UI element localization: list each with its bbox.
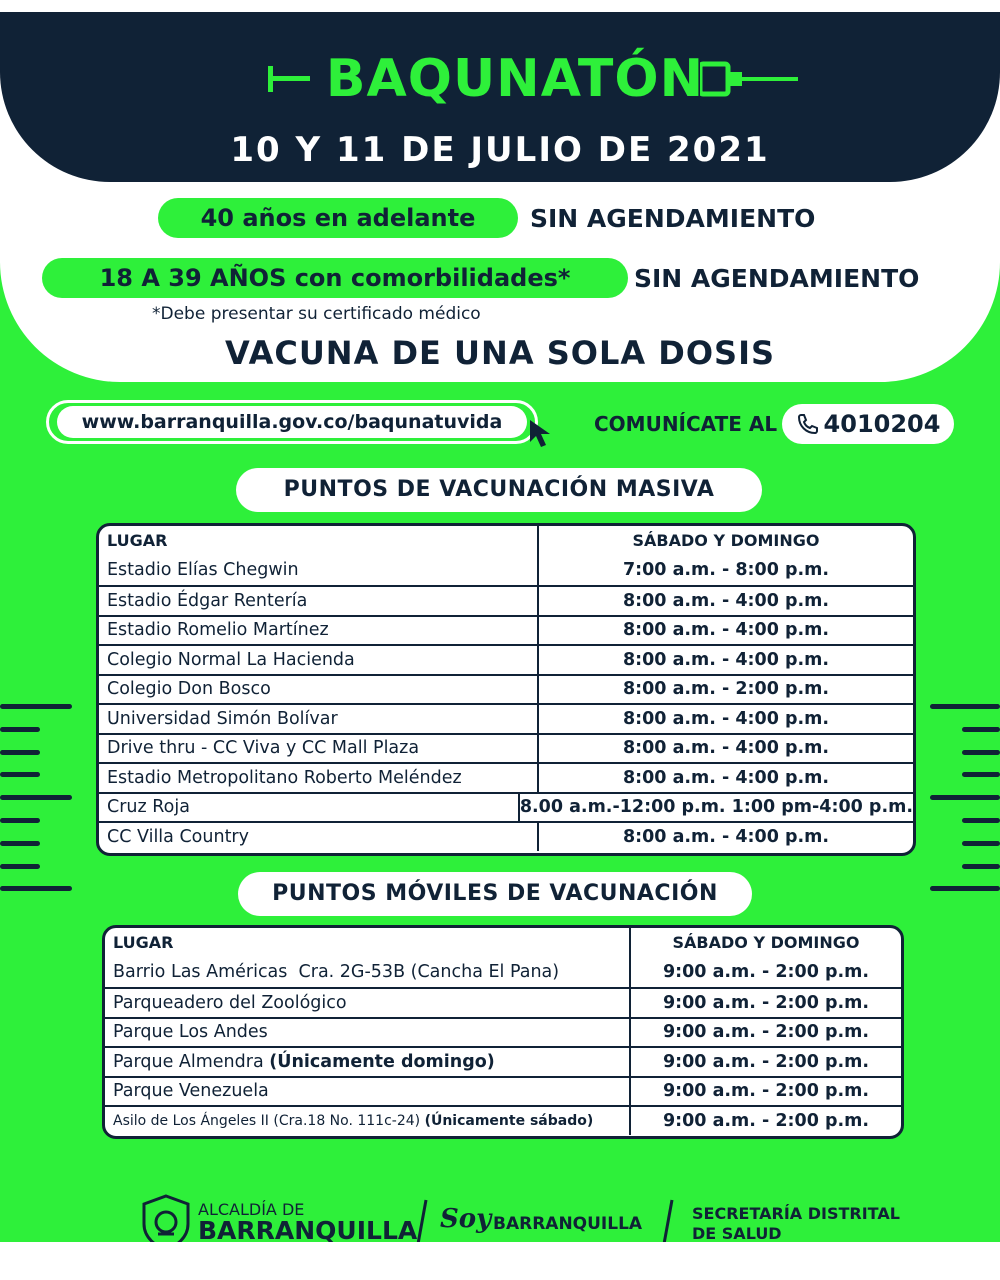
table-row: [105, 1046, 901, 1076]
contact-label: COMUNÍCATE AL: [594, 412, 778, 436]
no-scheduling-label-1: SIN AGENDAMIENTO: [530, 203, 816, 233]
place-cell: [99, 794, 520, 822]
place-note: (Únicamente domingo): [269, 1051, 495, 1072]
place-name: Estadio Elías Chegwin: [107, 560, 299, 581]
place-cell: [99, 823, 539, 851]
table-row: [99, 615, 913, 645]
schedule-cell: 9:00 a.m. - 2:00 p.m.: [662, 1110, 870, 1131]
place-cell: [99, 735, 539, 763]
place-name: Colegio Don Bosco: [107, 679, 271, 700]
phone-number-pill[interactable]: [782, 404, 954, 444]
masiva-section-title: PUNTOS DE VACUNACIÓN MASIVA: [236, 468, 762, 512]
schedule-cell: 8:00 a.m. - 4:00 p.m.: [622, 826, 830, 847]
schedule-cell: 8:00 a.m. - 2:00 p.m.: [622, 679, 830, 700]
schedule-cell: 9:00 a.m. - 2:00 p.m.: [662, 1051, 870, 1072]
masiva-col-place: LUGAR: [99, 526, 539, 556]
place-cell: [105, 958, 631, 988]
schedule-cell: 9:00 a.m. - 2:00 p.m.: [662, 1022, 870, 1043]
place-name: Universidad Simón Bolívar: [107, 708, 338, 729]
place-cell: [105, 1107, 631, 1135]
moviles-section-title: PUNTOS MÓVILES DE VACUNACIÓN: [238, 872, 752, 916]
place-cell: [99, 556, 539, 586]
header-band: [0, 12, 1000, 182]
footer: [0, 1192, 1000, 1242]
barranquilla-shield-icon: [136, 1192, 196, 1242]
schedule-cell: 7:00 a.m. - 8:00 p.m.: [622, 560, 830, 581]
left-dash-decoration: [0, 704, 72, 909]
schedule-cell: 8:00 a.m. - 4:00 p.m.: [622, 620, 830, 641]
cursor-arrow-icon: [528, 418, 558, 450]
place-name: Parque Los Andes: [113, 1022, 268, 1043]
phone-icon: [796, 412, 820, 436]
table-row: [99, 821, 913, 851]
place-name: Parque Almendra: [113, 1051, 270, 1072]
place-name: Barrio Las Américas Cra. 2G-53B (Cancha El Pana): [113, 962, 560, 983]
place-cell: [99, 705, 539, 733]
place-name: Estadio Romelio Martínez: [107, 620, 329, 641]
single-dose-title: VACUNA DE UNA SOLA DOSIS: [224, 334, 776, 372]
table-row: [99, 644, 913, 674]
soy-text: Soy: [440, 1204, 492, 1234]
place-name: Estadio Metropolitano Roberto Meléndez: [107, 767, 462, 788]
schedule-cell: 8:00 a.m. - 4:00 p.m.: [622, 590, 830, 611]
medical-certificate-note: *Debe presentar su certificado médico: [152, 304, 481, 324]
table-row: [99, 674, 913, 704]
table-row: [99, 733, 913, 763]
place-cell: [105, 989, 631, 1017]
place-name: Drive thru - CC Viva y CC Mall Plaza: [107, 738, 420, 759]
age-40-pill: 40 años en adelante: [158, 198, 518, 238]
logo-text: BAQUNATÓN: [325, 49, 705, 109]
schedule-cell: 9:00 a.m. - 2:00 p.m.: [662, 1081, 870, 1102]
moviles-col-time: SÁBADO Y DOMINGO: [672, 933, 860, 953]
place-cell: [105, 1048, 631, 1076]
table-row: [99, 792, 913, 822]
schedule-cell: 9:00 a.m. - 2:00 p.m.: [662, 992, 870, 1013]
moviles-col-place: LUGAR: [105, 928, 631, 958]
place-cell: [99, 764, 539, 792]
table-row: [105, 1105, 901, 1135]
alcaldia-big: BARRANQUILLA: [198, 1216, 418, 1242]
right-dash-decoration: [930, 704, 1000, 909]
website-link[interactable]: [46, 400, 538, 444]
eligibility-row-2: [42, 258, 919, 298]
table-row: [105, 1076, 901, 1106]
moviles-table: [102, 925, 904, 1139]
masiva-col-time: SÁBADO Y DOMINGO: [632, 531, 820, 551]
no-scheduling-label-2: SIN AGENDAMIENTO: [634, 263, 920, 293]
place-cell: [99, 646, 539, 674]
place-name: Colegio Normal La Hacienda: [107, 649, 355, 670]
footer-divider-1: [414, 1198, 430, 1242]
baqunaton-logo: [260, 44, 800, 114]
schedule-cell: 8:00 a.m. - 4:00 p.m.: [622, 738, 830, 759]
schedule-cell: 9:00 a.m. - 2:00 p.m.: [662, 962, 870, 983]
place-name: CC Villa Country: [107, 826, 249, 847]
table-row: [99, 703, 913, 733]
table-row: [99, 762, 913, 792]
place-name: Asilo de Los Ángeles II (Cra.18 No. 111c-24): [113, 1112, 425, 1129]
table-row: [105, 958, 901, 988]
eligibility-row-1: [158, 198, 815, 238]
secretaria-line-1: SECRETARÍA DISTRITAL: [692, 1204, 900, 1223]
phone-number: 4010204: [823, 410, 941, 438]
website-url: www.barranquilla.gov.co/baqunatuvida: [57, 406, 527, 438]
place-name: Cruz Roja: [107, 797, 190, 818]
masiva-table: [96, 523, 916, 856]
poster: [0, 12, 1000, 1242]
schedule-cell: 8.00 a.m.-12:00 p.m. 1:00 pm-4:00 p.m.: [519, 797, 913, 818]
schedule-cell: 8:00 a.m. - 4:00 p.m.: [622, 649, 830, 670]
schedule-cell: 8:00 a.m. - 4:00 p.m.: [622, 767, 830, 788]
soy-city-text: BARRANQUILLA: [493, 1214, 643, 1234]
table-row: [99, 585, 913, 615]
schedule-cell: 8:00 a.m. - 4:00 p.m.: [622, 708, 830, 729]
secretaria-line-2: DE SALUD: [692, 1224, 782, 1242]
table-row: [105, 987, 901, 1017]
place-cell: [99, 587, 539, 615]
masiva-table-header: [99, 526, 913, 556]
place-name: Parque Venezuela: [113, 1081, 269, 1102]
place-name: Estadio Édgar Rentería: [107, 590, 308, 611]
place-cell: [105, 1078, 631, 1106]
place-cell: [105, 1019, 631, 1047]
moviles-table-header: [105, 928, 901, 958]
syringe-needle-icon: [700, 44, 800, 114]
footer-divider-2: [660, 1198, 676, 1242]
alcaldia-small: ALCALDÍA DE: [198, 1200, 305, 1219]
place-note: (Únicamente sábado): [424, 1112, 594, 1129]
table-row: [99, 556, 913, 586]
event-date: 10 Y 11 DE JULIO DE 2021: [230, 130, 770, 170]
place-cell: [99, 676, 539, 704]
place-name: Parqueadero del Zoológico: [113, 992, 347, 1013]
age-18-39-pill: 18 A 39 AÑOS con comorbilidades*: [42, 258, 628, 298]
place-cell: [99, 617, 539, 645]
table-row: [105, 1017, 901, 1047]
